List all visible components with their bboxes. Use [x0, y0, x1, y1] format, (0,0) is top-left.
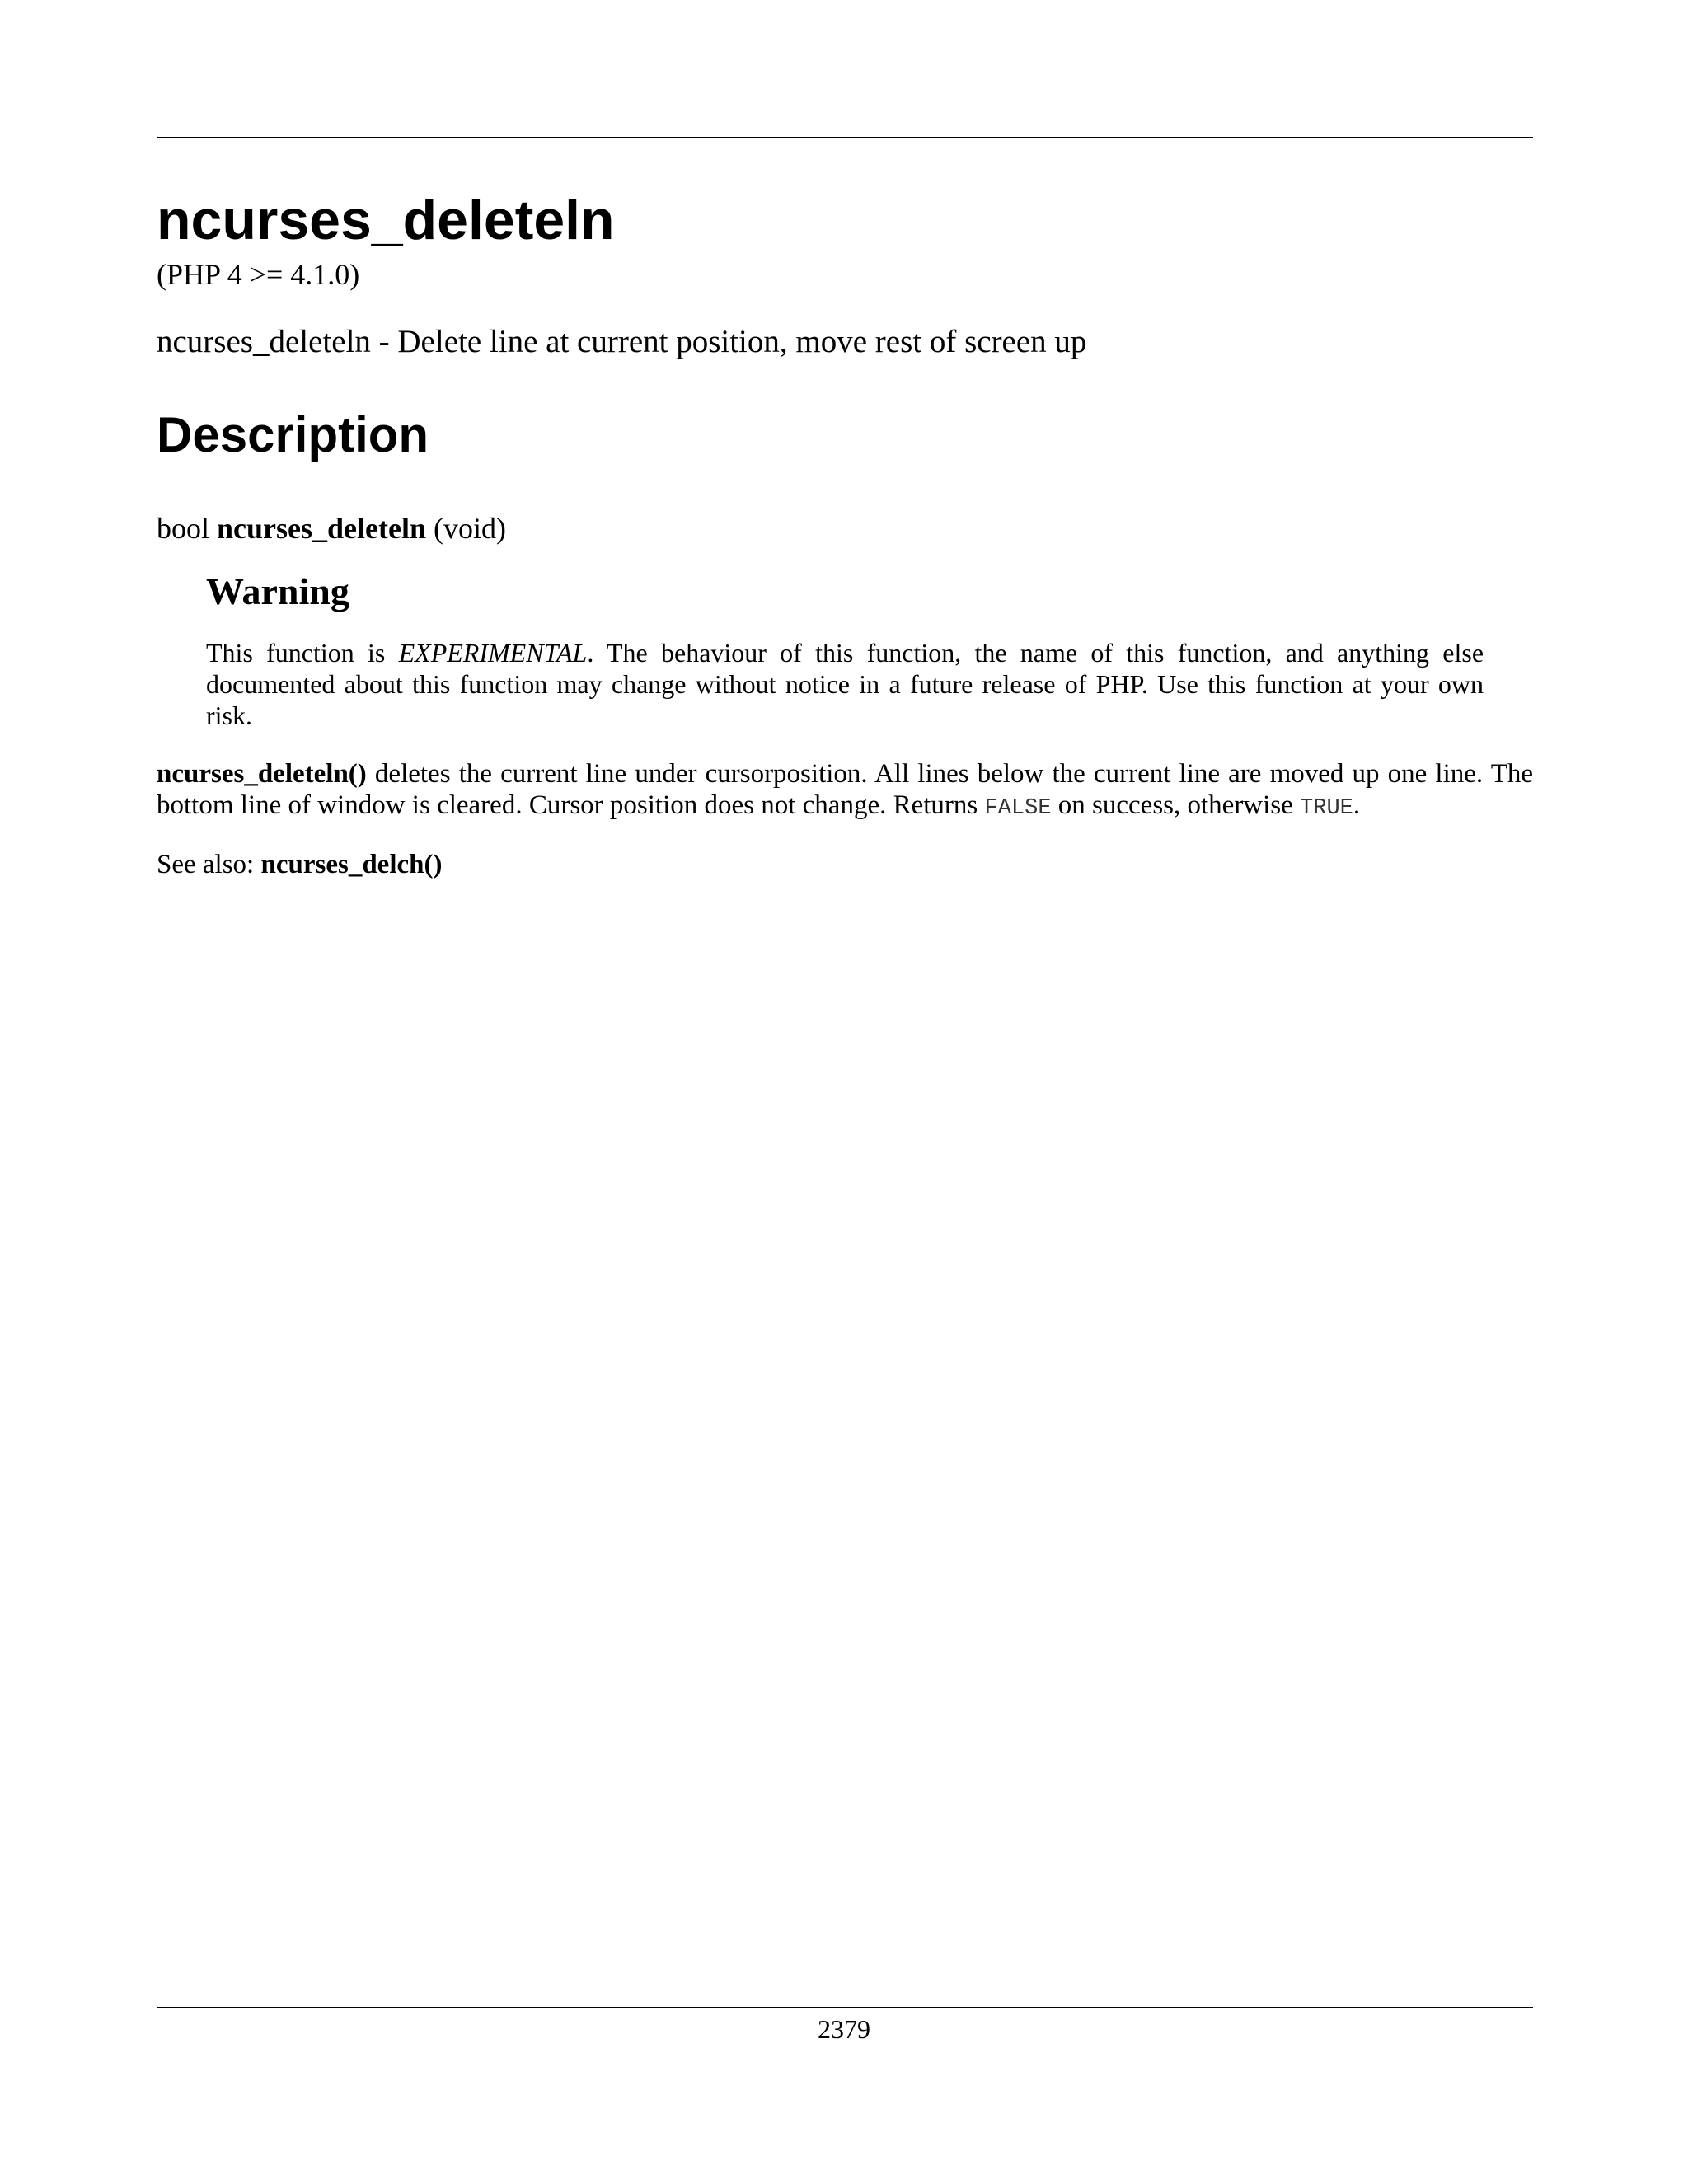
constant-true: TRUE	[1300, 796, 1353, 821]
description-text-1: deletes the current line under cursorposition. All lines below the current line are moved up one line. The bottom line of window is cleared. Cursor position does not change. Returns	[157, 759, 1533, 820]
synopsis-return-type: bool	[157, 512, 210, 545]
synopsis-function-name: ncurses_deleteln	[217, 512, 426, 545]
top-rule	[157, 137, 1533, 138]
page-title: ncurses_deleteln	[157, 189, 615, 251]
see-also-link-ncurses-delch[interactable]: ncurses_delch()	[260, 850, 443, 879]
function-synopsis	[157, 511, 506, 546]
page-number: 2379	[818, 2014, 870, 2044]
description-paragraph	[157, 758, 1533, 824]
version-info: (PHP 4 >= 4.1.0)	[157, 258, 360, 291]
warning-text	[206, 637, 1484, 731]
see-also	[157, 849, 442, 882]
description-text-3: .	[1353, 790, 1361, 820]
see-also-label: See also:	[157, 850, 255, 879]
description-text-2: on success, otherwise	[1051, 790, 1301, 820]
section-heading-description: Description	[157, 407, 429, 462]
function-purpose: ncurses_deleteln - Delete line at current position, move rest of screen up	[157, 324, 1087, 359]
warning-text-after: . The behaviour of this function, the name of this function, and anything else documented about this function may change without notice in a future release of PHP. Use this function at your own risk.	[206, 638, 1484, 731]
warning-emphasis: EXPERIMENTAL	[398, 638, 588, 668]
synopsis-params: (void)	[433, 512, 506, 545]
warning-title: Warning	[206, 570, 349, 612]
warning-box	[206, 569, 1484, 731]
description-function-ref: ncurses_deleteln()	[157, 759, 367, 789]
bottom-rule	[157, 2007, 1533, 2008]
constant-false: FALSE	[984, 796, 1052, 821]
warning-text-before: This function is	[206, 638, 386, 668]
